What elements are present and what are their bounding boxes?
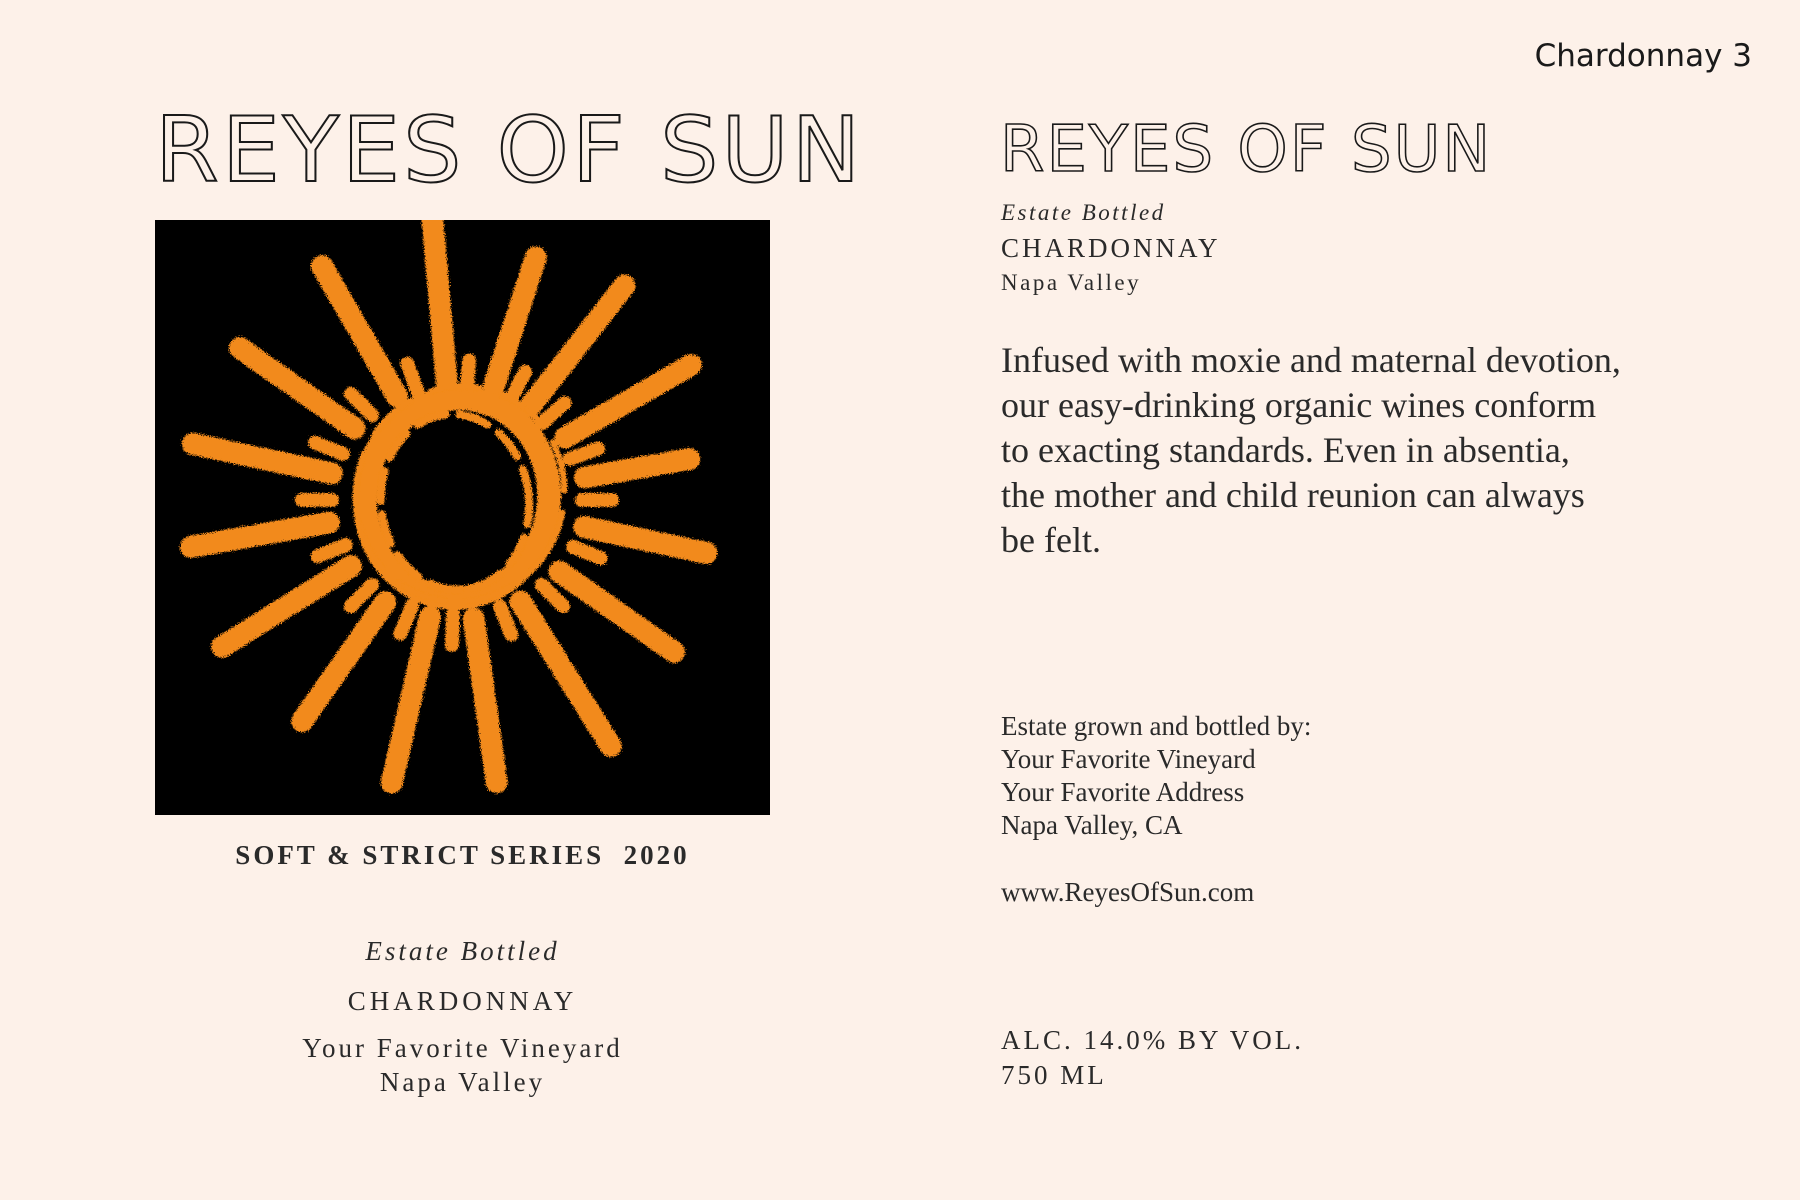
producer-line: Estate grown and bottled by: (1001, 711, 1312, 741)
bottle-volume: 750 ML (1001, 1060, 1107, 1090)
producer-line: Your Favorite Address (1001, 777, 1245, 807)
producer-line: Your Favorite Vineyard (1001, 744, 1256, 774)
producer-block (1001, 710, 1311, 842)
front-vineyard: Your Favorite Vineyard (302, 1033, 623, 1063)
sun-ray-fragment (351, 585, 372, 606)
sun-ray (431, 220, 447, 385)
sun-ray (191, 523, 329, 547)
front-brand-wordmark: REYES OF SUN (155, 98, 864, 203)
website-link[interactable]: www.ReyesOfSun.com (1001, 877, 1255, 907)
page-label: Chardonnay 3 (1534, 38, 1752, 74)
back-varietal: CHARDONNAY (1001, 233, 1221, 263)
front-artwork (155, 220, 770, 815)
sun-ray (215, 566, 351, 651)
sun-ray-fragment (500, 607, 511, 635)
sun-ray (584, 527, 706, 553)
sun-ray (585, 458, 693, 477)
sun-ray (521, 602, 611, 746)
sun-ray (392, 617, 430, 783)
story-paragraph: Infused with moxie and maternal devotion, our easy-drinking organic wines conform to exacting standards. Even in absentia, the mother and child reunion can always be felt. (1001, 340, 1621, 560)
alcohol-content: ALC. 14.0% BY VOL. (1001, 1025, 1304, 1055)
back-brand-wordmark: REYES OF SUN (1000, 113, 1493, 187)
front-varietal: CHARDONNAY (347, 986, 578, 1016)
front-estate-bottled: Estate Bottled (365, 936, 560, 966)
sun-ray (240, 348, 355, 428)
sun-ray-fragment (452, 615, 453, 645)
sun-ray-fragment (407, 364, 417, 392)
sun-ray-fragment (315, 443, 343, 454)
sun-ray-fragment (542, 585, 563, 606)
sun-ray (531, 283, 626, 405)
sun-ray-fragment (511, 372, 525, 398)
sun-ray-fragment (318, 545, 346, 556)
back-estate-bottled: Estate Bottled (1001, 200, 1166, 225)
sun-ray-fragment (351, 394, 372, 415)
producer-line: Napa Valley, CA (1001, 810, 1183, 840)
sun-icon (155, 220, 770, 815)
sun-ray-fragment (573, 547, 601, 558)
sun-ray-fragment (542, 403, 564, 423)
series-title: SOFT & STRICT SERIES 2020 (235, 840, 690, 870)
sun-ray-fragment (400, 606, 412, 634)
front-region: Napa Valley (379, 1067, 546, 1097)
sun-ray-fragment (570, 449, 598, 459)
sun-ray (322, 266, 397, 396)
back-region: Napa Valley (1001, 270, 1142, 295)
sun-ray (302, 602, 385, 721)
sun-ray (559, 572, 674, 652)
sun-ray (474, 619, 497, 782)
sun-ray (565, 365, 691, 438)
